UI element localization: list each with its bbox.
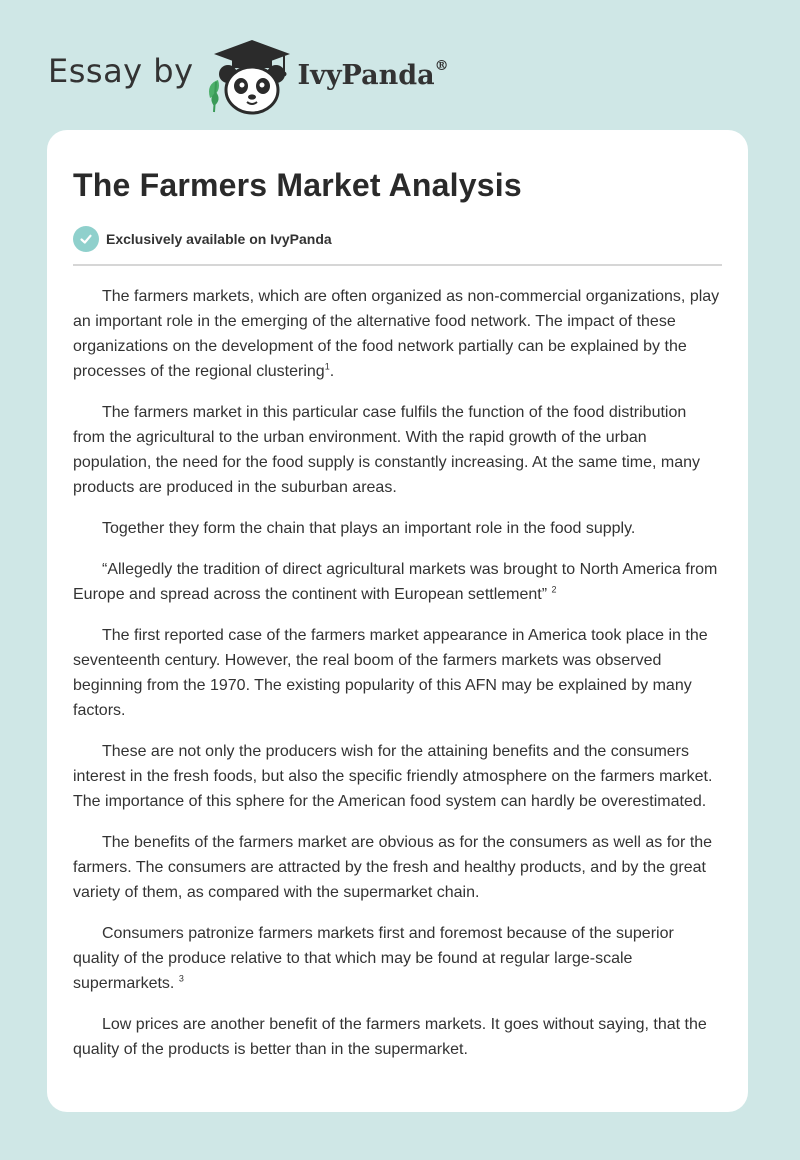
paragraph: The first reported case of the farmers market appearance in America took place in the seventeenth century. However, the real boom of the farmers markets was observed beginning from the 1970. The existing popularity of this AFN may be explained by many factors.	[73, 627, 708, 719]
page-title: The Farmers Market Analysis	[73, 167, 522, 203]
paragraph: Low prices are another benefit of the farmers markets. It goes without saying, that the quality of the products is better than in the supermarket.	[73, 1016, 707, 1058]
paragraph: The farmers market in this particular case fulfils the function of the food distribution from the agricultural to the urban environment. With the rapid growth of the urban population, the need for the food supply is constantly increasing. At the same time, many products are produced in the suburban areas.	[73, 404, 701, 496]
footnote-ref[interactable]: 3	[178, 973, 184, 984]
paragraph: Consumers patronize farmers markets first and foremost because of the superior quality of the produce relative to that which may be found at regular large-scale supermarkets. $^3$	[73, 925, 674, 992]
paragraph: “Allegedly the tradition of direct agricultural markets was brought to North America from Europe and spread across the continent with European settlement” $^2$	[73, 561, 718, 603]
article-card	[47, 130, 748, 1112]
paragraph: The farmers markets, which are often organized as non-commercial organizations, play an important role in the emerging of the alternative food network. The impact of these organizations on the development of the food network partially can be explained by the processes of the regional clustering$^1$.	[73, 288, 720, 380]
check-icon	[73, 226, 99, 252]
exclusive-badge-label: Exclusively available on IvyPanda	[106, 231, 332, 247]
brand-name[interactable]: IvyPanda®	[297, 57, 449, 91]
paragraph: The benefits of the farmers market are obvious as for the consumers as well as for the farmers. The consumers are attracted by the fresh and healthy products, and by the great variety of them, as compared with the supermarket chain.	[73, 834, 713, 901]
footnote-ref[interactable]: 1	[324, 361, 330, 372]
divider	[73, 264, 722, 266]
article-body	[73, 284, 722, 1062]
paragraph: Together they form the chain that plays an important role in the food supply.	[102, 520, 636, 537]
essay-by-label: Essay by	[48, 52, 194, 90]
footnote-ref[interactable]: 2	[551, 584, 557, 595]
exclusive-badge	[73, 226, 722, 252]
panda-logo-icon[interactable]	[204, 36, 294, 116]
site-header	[48, 36, 449, 116]
paragraph: These are not only the producers wish for the attaining benefits and the consumers interest in the fresh foods, but also the specific friendly atmosphere on the farmers market. The importance of this sphere for the American food system can hardly be overestimated.	[73, 743, 713, 810]
